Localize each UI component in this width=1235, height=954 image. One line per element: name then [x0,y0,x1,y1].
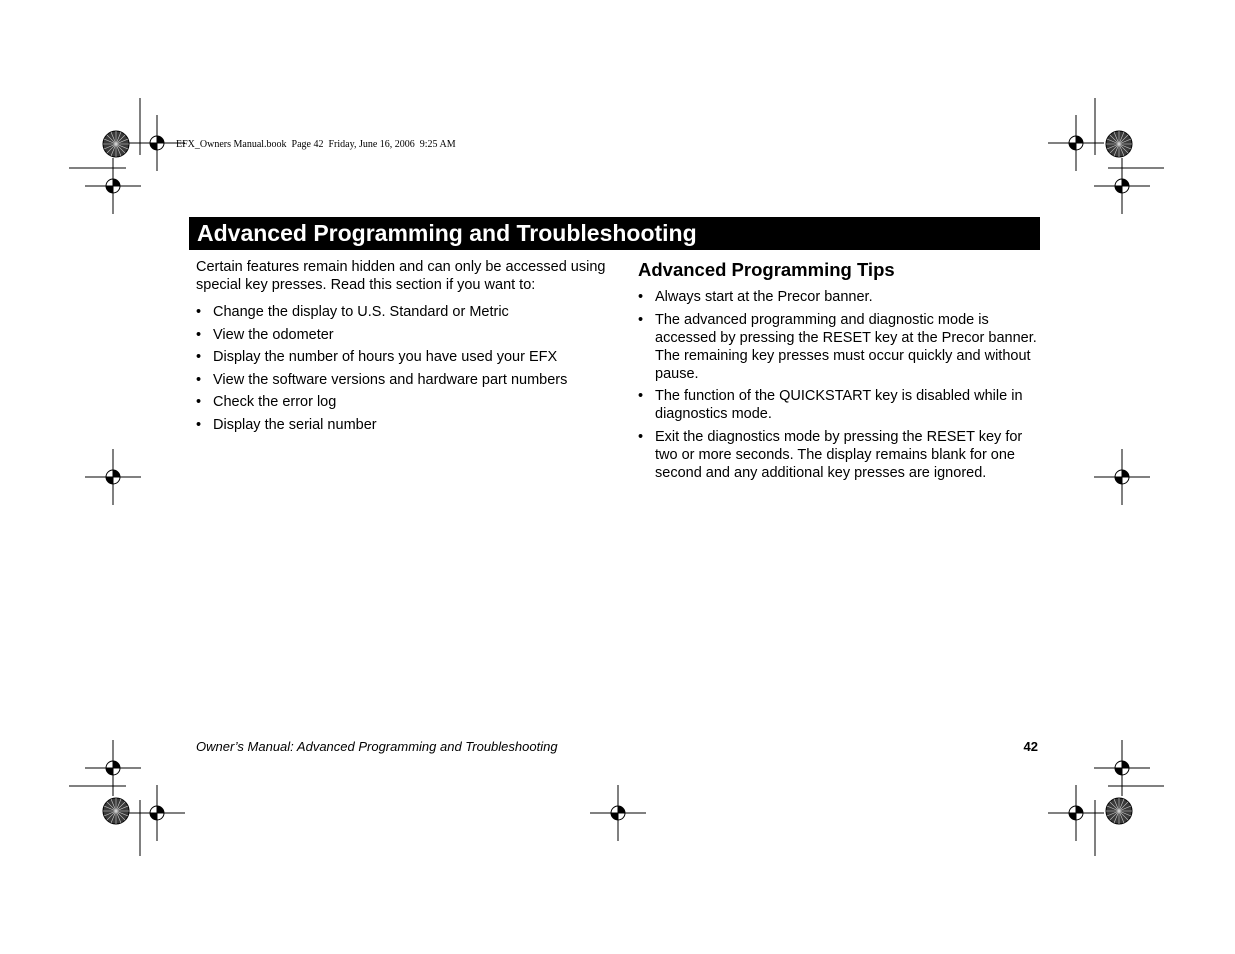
tips-heading: Advanced Programming Tips [638,259,895,280]
print-slug: EFX_Owners Manual.book Page 42 Friday, June 16, 2006 9:25 AM [176,139,456,150]
list-item: • The advanced programming and diagnostic mode is accessed by pressing the RESET key at the Precor banner. The remaining key presses must occur quickly and without pause. [638,311,1037,382]
bullet: • [638,289,644,305]
list-item: • Check the error log [196,394,337,411]
list-item: • View the software versions and hardware part numbers [196,371,568,388]
bullet: • [196,416,202,433]
list-item: • View the odometer [196,326,334,343]
tips-list [638,288,1040,482]
bullet: • [638,311,644,328]
list-item: • Change the display to U.S. Standard or Metric [196,304,509,320]
intro-paragraph: Certain features remain hidden and can only be accessed using special key presses. Read this section if you want to: [196,259,606,293]
list-item: • Display the number of hours you have used your EFX [196,349,558,366]
list-item: • Always start at the Precor banner. [638,289,873,305]
running-footer-title: Owner’s Manual: Advanced Programming and Troubleshooting [196,739,558,754]
bullet: • [638,428,644,445]
bullet: • [196,304,202,320]
bullet: • [196,349,202,366]
section-title: Advanced Programming and Troubleshooting [189,217,1040,250]
page-number: 42 [1023,739,1038,754]
bullet: • [196,394,202,411]
list-item: • The function of the QUICKSTART key is disabled while in diagnostics mode. [638,388,1023,423]
list-item: • Exit the diagnostics mode by pressing the RESET key for two or more seconds. The display remains blank for one second and any additional key presses are ignored. [638,428,1023,481]
bullet: • [196,371,202,388]
feature-list [196,303,606,434]
bullet: • [638,388,644,405]
right-column [638,258,1040,486]
bullet: • [196,326,202,343]
left-column [196,258,606,439]
list-item: • Display the serial number [196,416,377,433]
